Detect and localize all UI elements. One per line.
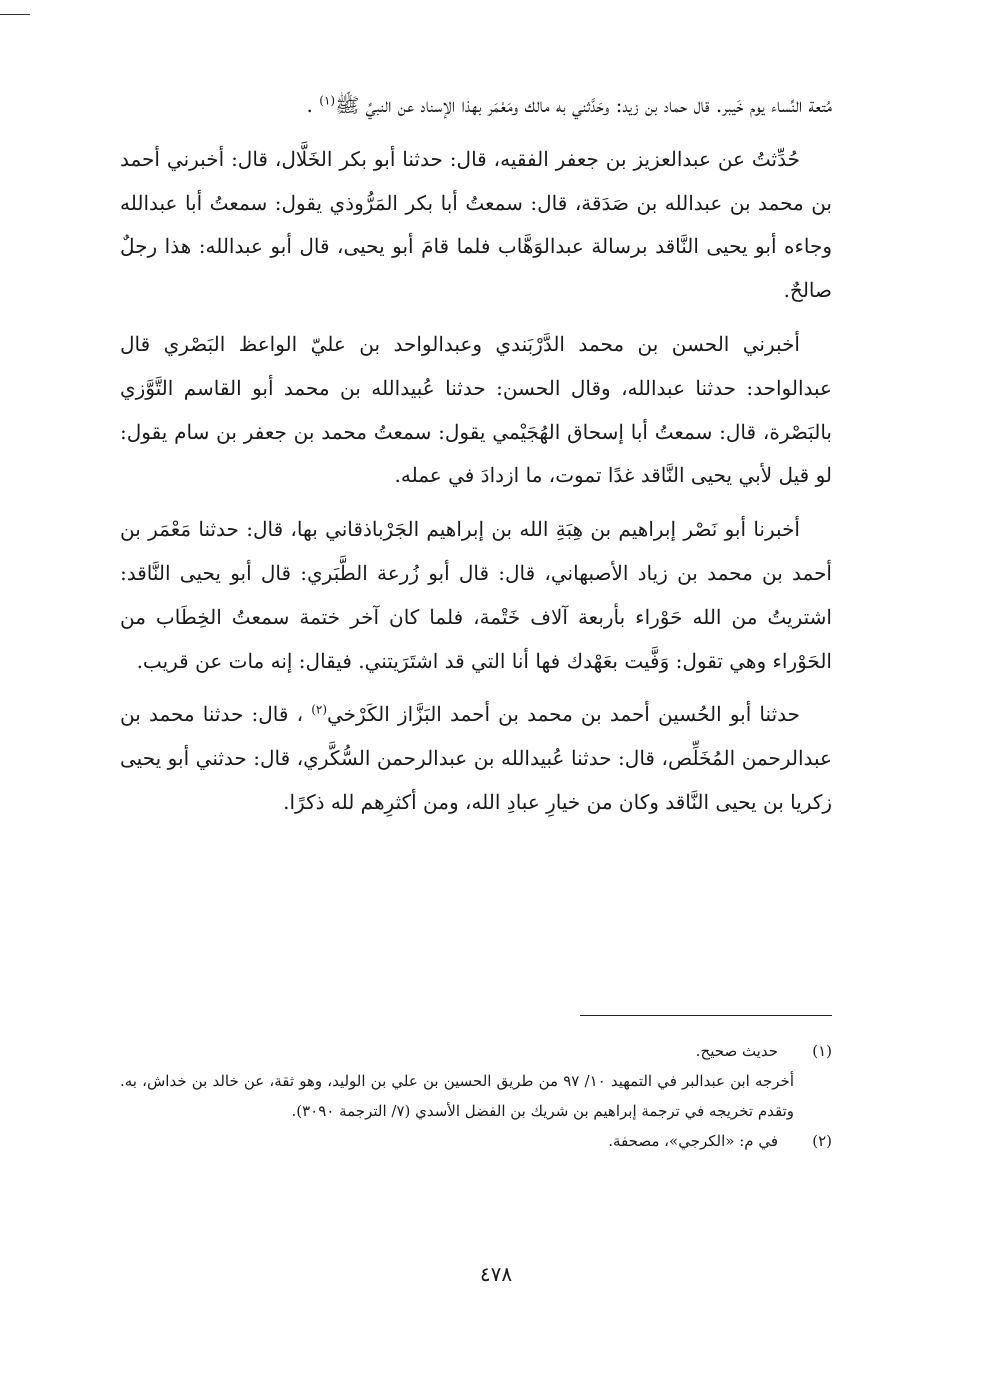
paragraph-5: حدثنا أبو الحُسين أحمد بن محمد بن أحمد البَزَّاز الكَرْخي$^{(٢)}$ ، قال: حدثنا محمد بن عبدالرحمن المُخَلِّص، قال: حدثنا عُبيدالله بن عبدالرحمن السُّكَّري، قال: حدثني أبو يحيى زكريا بن يحيى النَّاقد وكان من خيارِ عبادِ الله، ومن أكثرِهم لله ذكرًا. (120, 702, 832, 814)
footnote-ref-1: (١) (319, 93, 336, 108)
footnote-number: (١) (812, 1042, 832, 1060)
corner-crop-mark (0, 14, 30, 15)
paragraph-2: حُدِّثتُ عن عبدالعزيز بن جعفر الفقيه، قال: حدثنا أبو بكر الخَلَّال، قال: أخبرني أحمد بن محمد بن عبدالله بن صَدَقة، قال: سمعتُ أبا بكر المَرُّوذي يقول: سمعتُ أبا عبدالله وجاءه أبو يحيى النَّاقد برسالة عبدالوَهَّاب فلما قامَ أبو يحيى، قال أبو عبدالله: هذا رجلٌ صالحٌ. (120, 146, 832, 303)
footnote-1-body: أخرجه ابن عبدالبر في التمهيد ١٠/ ٩٧ من طريق الحسين بن علي بن الوليد، وهو ثقة، عن خالد بن خداش، به. وتقدم تخريجه في ترجمة إبراهيم بن شريك بن الفضل الأسدي (٧/ الترجمة ٣٠٩٠). (120, 1072, 794, 1120)
footnotes (120, 1036, 832, 1156)
paragraph-1: مُتعة النِّساء يوم خَيبر. قال حماد بن زيد: وحَدَّثني به مالك ومَعْمَر بهذا الإسناد عن النبيِّ ﷺ$^{(١)}$ . (306, 93, 832, 117)
paragraph-4: أخبرنا أبو نَصْر إبراهيم بن هِبَةِ الله بن إبراهيم الجَرْباذقاني بها، قال: حدثنا مَعْمَر بن أحمد بن محمد بن زياد الأصبهاني، قال: قال أبو زُرعة الطَّبَري: قال أبو يحيى النَّاقد: اشتريتُ من الله حَوْراء بأربعة آلاف خَتْمة، فلما كان آخر ختمة سمعتُ الخِطَاب من الحَوْراء وهي تقول: وَفَّيت بعَهْدك فها أنا التي قد اشتَرَيتني. فيقال: إنه مات عن قريب. (120, 517, 832, 673)
main-text (120, 84, 832, 835)
footnote-1: (١)حديث صحيح. (120, 1036, 832, 1066)
footnote-separator (580, 1015, 832, 1016)
footnote-2: (٢)في م: «الكرجي»، مصحفة. (120, 1126, 832, 1156)
paragraph-3: أخبرني الحسن بن محمد الدَّرْبَندي وعبدالواحد بن عليّ الواعظ البَصْري قال عبدالواحد: حدثنا عبدالله، وقال الحسن: حدثنا عُبيدالله بن محمد أبو القاسم التَّوَّزي بالبَصْرة، قال: سمعتُ أبا إسحاق الهُجَيْمي يقول: سمعتُ محمد بن جعفر بن سام يقول: لو قيل لأبي يحيى النَّاقد غدًا تموت، ما ازدادَ في عمله. (120, 331, 832, 488)
footnote-ref-2: (٢) (311, 702, 328, 717)
footnote-number: (٢) (812, 1132, 832, 1150)
page-number: ٤٧٨ (479, 1262, 513, 1286)
